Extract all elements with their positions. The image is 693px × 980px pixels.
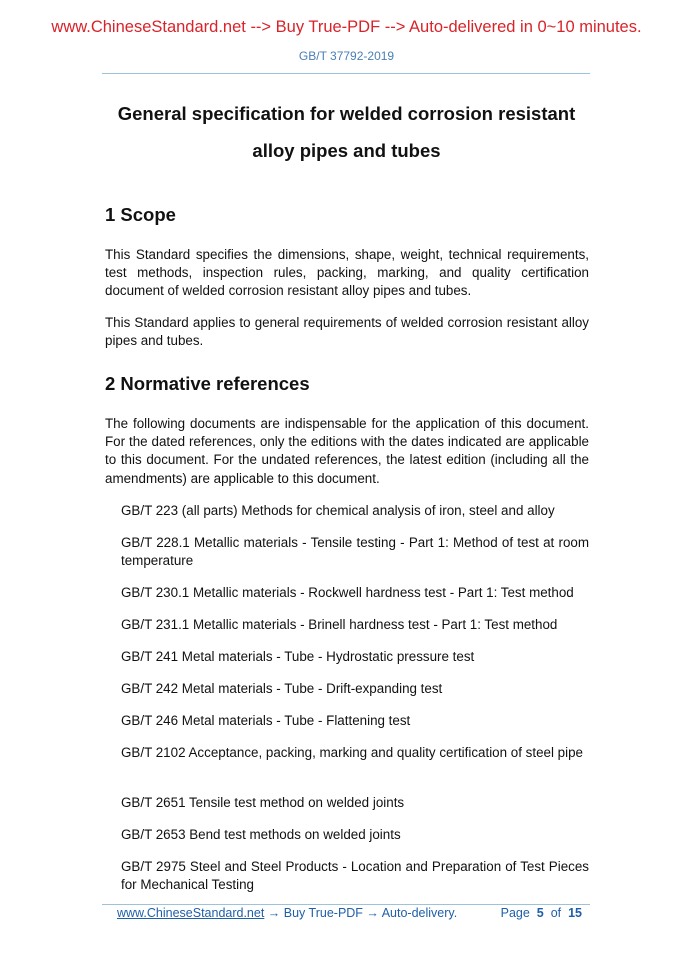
title-line-2: alloy pipes and tubes <box>252 140 441 161</box>
footer-divider <box>102 904 590 905</box>
reference-item: GB/T 223 (all parts) Methods for chemical analysis of iron, steel and alloy <box>121 503 555 518</box>
reference-item: GB/T 230.1 Metallic materials - Rockwell hardness test - Part 1: Test method <box>121 585 574 600</box>
scope-paragraph-2: This Standard applies to general requirements of welded corrosion resistant alloy pipes and tubes. <box>105 315 589 349</box>
of-label: of <box>550 906 562 920</box>
total-pages: 15 <box>568 906 582 920</box>
normative-paragraph: The following documents are indispensable for the application of this document. For the dated references, only the editions with the dates indicated are applicable to this document. For the undated references, the latest edition (including all the amendments) are applicable to this document. <box>105 416 589 486</box>
footer-promo-text: → Buy True-PDF → Auto-delivery. <box>264 906 458 920</box>
footer-link[interactable]: www.ChineseStandard.net <box>117 906 265 920</box>
reference-item: GB/T 242 Metal materials - Tube - Drift-expanding test <box>121 681 443 696</box>
reference-item: GB/T 246 Metal materials - Tube - Flattening test <box>121 713 411 728</box>
page-indicator <box>501 906 582 920</box>
reference-item: GB/T 2975 Steel and Steel Products - Location and Preparation of Test Pieces for Mechanical Testing <box>121 859 589 893</box>
current-page: 5 <box>536 906 544 920</box>
section-heading-scope: 1 Scope <box>105 204 176 225</box>
footer-promo <box>117 906 457 920</box>
section-heading-normative: 2 Normative references <box>105 373 310 394</box>
reference-item: GB/T 228.1 Metallic materials - Tensile testing - Part 1: Method of test at room temperature <box>121 535 589 569</box>
document-number: GB/T 37792-2019 <box>298 49 395 63</box>
page-label: Page <box>500 906 530 920</box>
title-line-1: General specification for welded corrosion resistant <box>117 103 576 124</box>
reference-item: GB/T 2651 Tensile test method on welded joints <box>121 795 405 810</box>
footer <box>117 906 582 920</box>
header-divider <box>102 73 590 74</box>
scope-paragraph-1: This Standard specifies the dimensions, shape, weight, technical requirements, test methods, inspection rules, packing, marking, and quality certification document of welded corrosion resistant alloy pipes and tubes. <box>105 247 589 299</box>
reference-item: GB/T 2653 Bend test methods on welded joints <box>121 827 401 842</box>
reference-item: GB/T 241 Metal materials - Tube - Hydrostatic pressure test <box>121 649 475 664</box>
reference-item: GB/T 2102 Acceptance, packing, marking and quality certification of steel pipe <box>121 745 583 760</box>
reference-item: GB/T 231.1 Metallic materials - Brinell hardness test - Part 1: Test method <box>121 617 558 632</box>
promo-banner[interactable]: www.ChineseStandard.net --> Buy True-PDF --> Auto-delivered in 0~10 minutes. <box>51 18 642 36</box>
